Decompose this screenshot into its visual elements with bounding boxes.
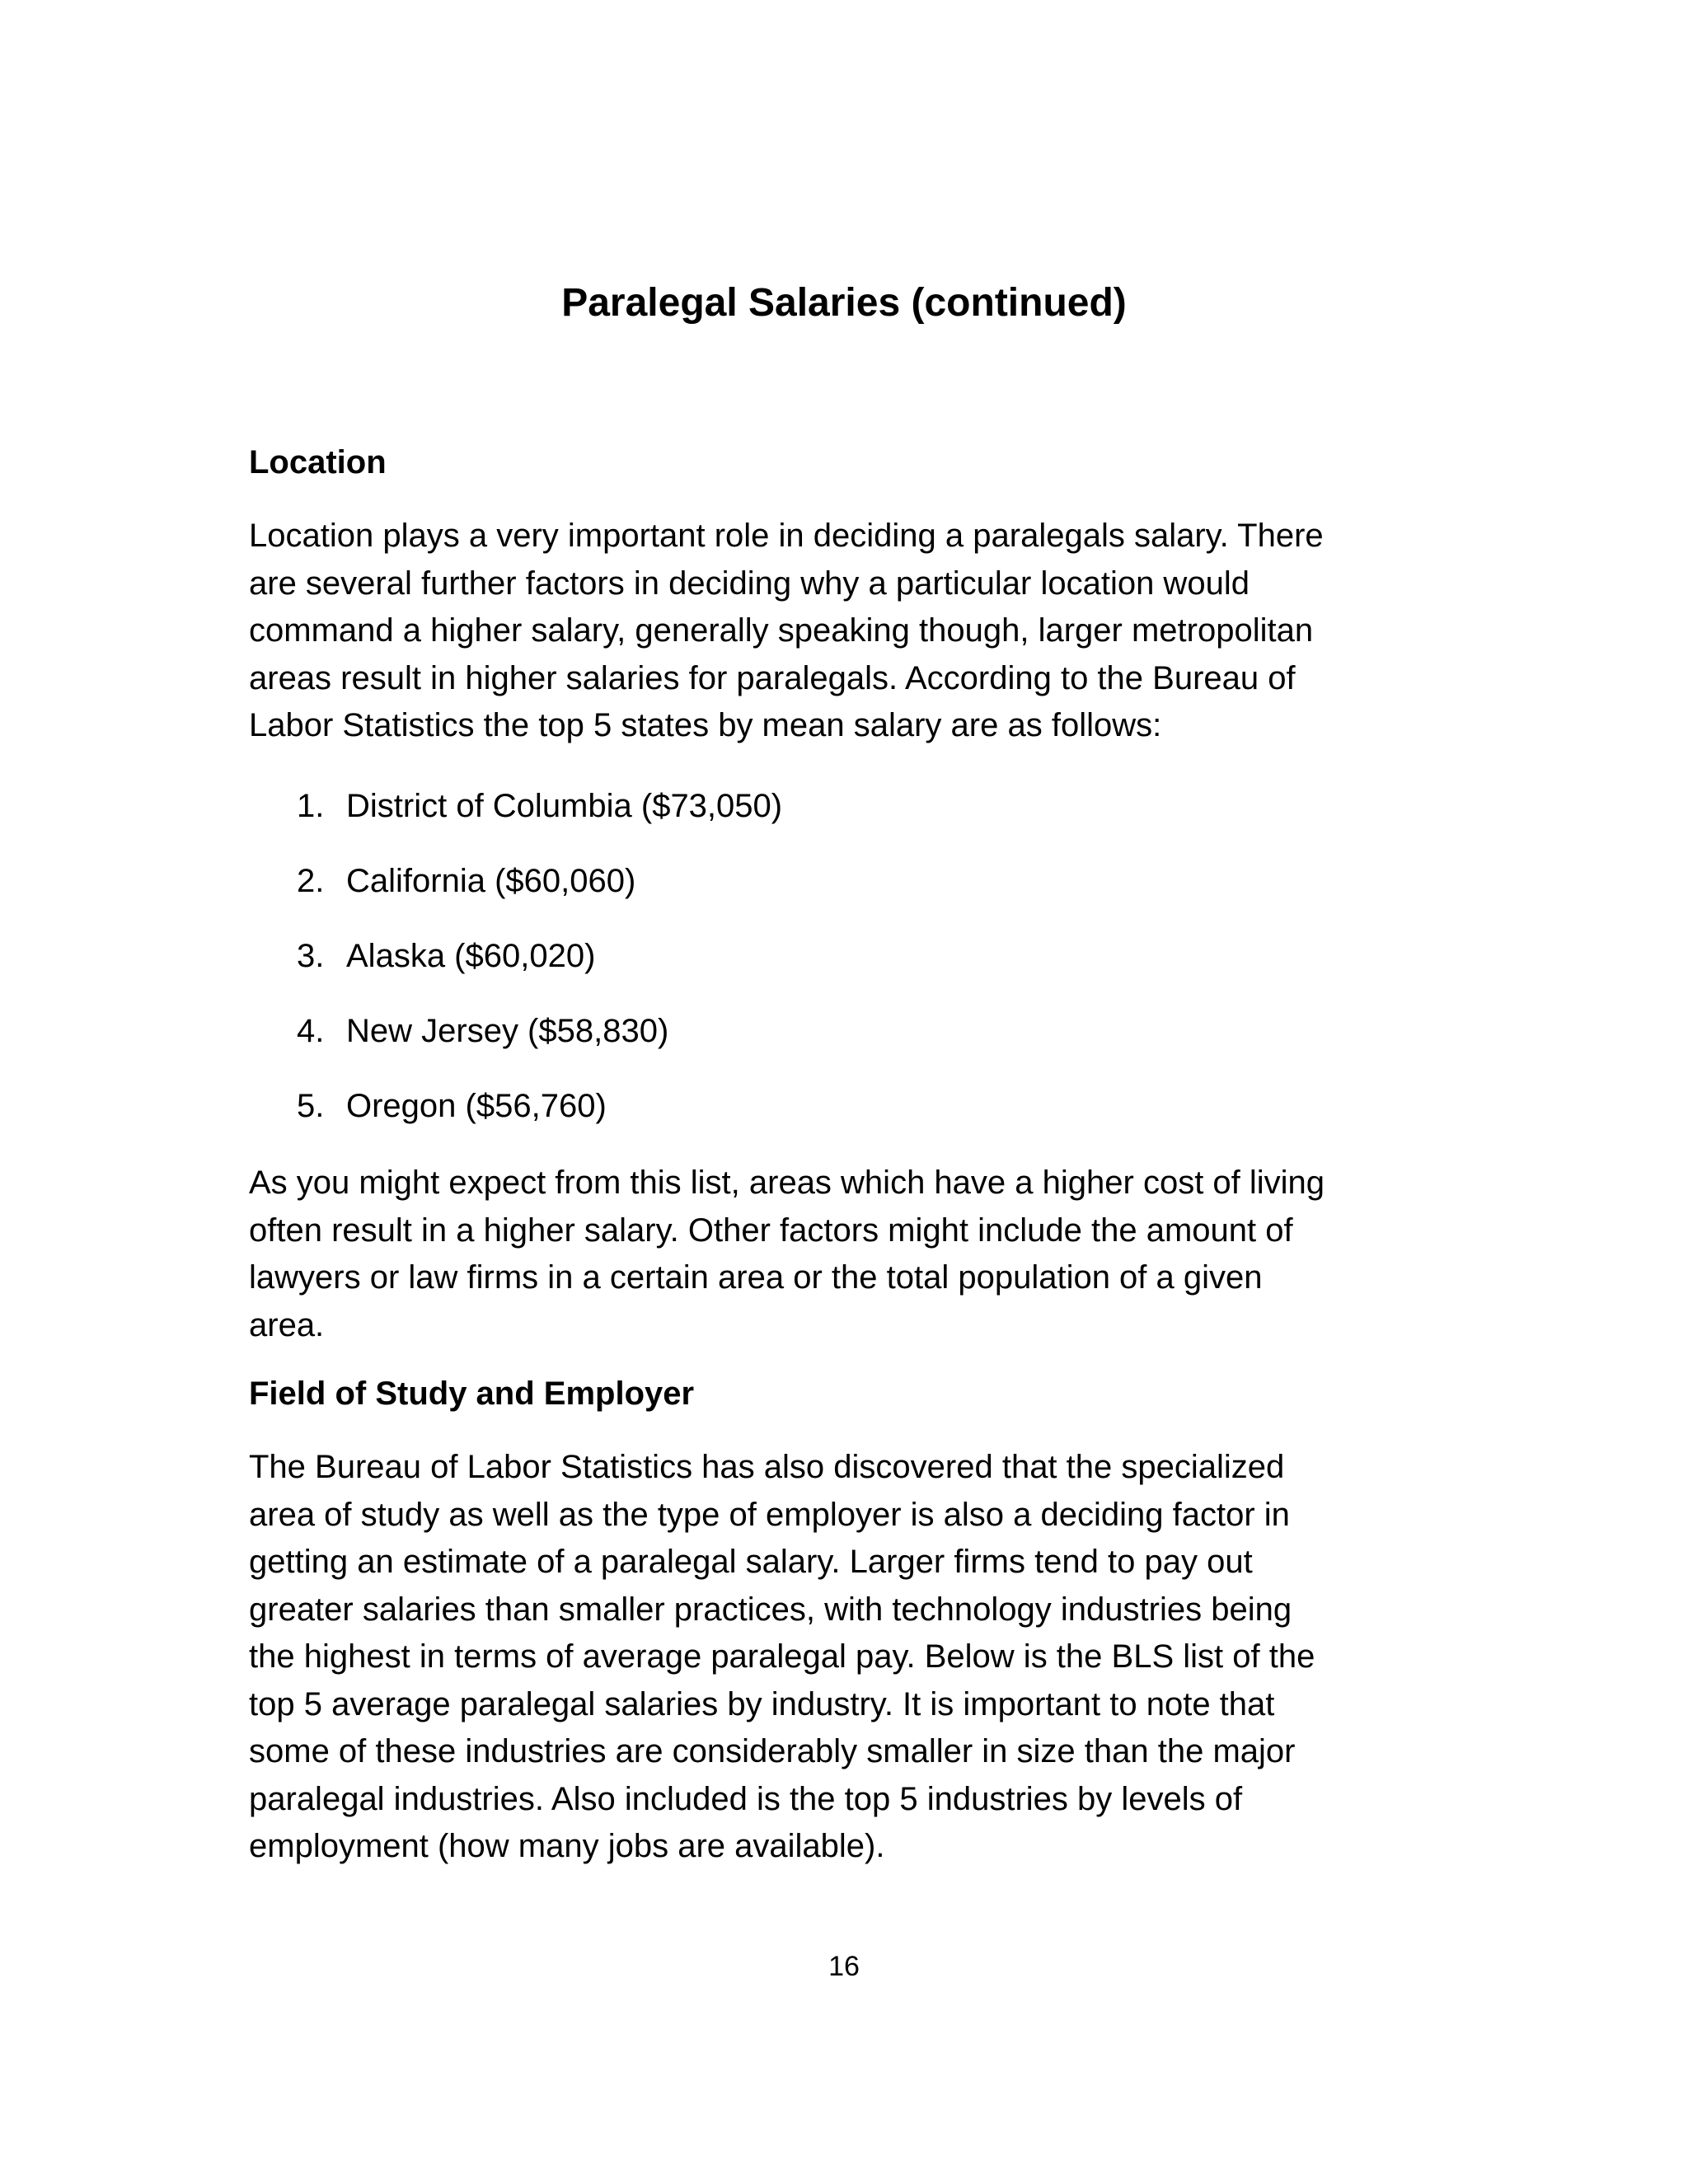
- paragraph-line: Labor Statistics the top 5 states by mean salary are as follows:: [249, 707, 1162, 743]
- paragraph-line: are several further factors in deciding why a particular location would: [249, 565, 1250, 602]
- paragraph-line: Location plays a very important role in deciding a paralegals salary. There: [249, 518, 1324, 554]
- paragraph-line: command a higher salary, generally speaking though, larger metropolitan: [249, 612, 1314, 649]
- list-item-text: New Jersey ($58,830): [346, 1013, 669, 1049]
- list-item: [297, 1008, 782, 1083]
- list-item: [297, 933, 782, 1008]
- list-number: 3.: [297, 938, 325, 974]
- field-of-study-heading: Field of Study and Employer: [249, 1376, 695, 1412]
- paragraph-line: area of study as well as the type of employer is also a deciding factor in: [249, 1496, 1290, 1533]
- paragraph-line: the highest in terms of average paralegal pay. Below is the BLS list of the: [249, 1638, 1315, 1675]
- top-states-list: [297, 783, 782, 1158]
- page-number: 16: [828, 1951, 860, 1982]
- field-of-study-paragraph: [249, 1444, 1452, 1871]
- paragraph-line: The Bureau of Labor Statistics has also discovered that the specialized: [249, 1449, 1285, 1485]
- location-paragraph: [249, 513, 1452, 750]
- paragraph-line: some of these industries are considerably smaller in size than the major: [249, 1733, 1296, 1769]
- list-item: [297, 783, 782, 858]
- paragraph-line: area.: [249, 1306, 325, 1343]
- paragraph-line: As you might expect from this list, areas which have a higher cost of living: [249, 1165, 1325, 1201]
- location-heading: Location: [249, 444, 387, 480]
- paragraph-line: often result in a higher salary. Other factors might include the amount of: [249, 1212, 1293, 1249]
- paragraph-line: employment (how many jobs are available).: [249, 1828, 885, 1864]
- list-number: 2.: [297, 863, 325, 899]
- paragraph-line: top 5 average paralegal salaries by industry. It is important to note that: [249, 1685, 1275, 1722]
- list-item-text: Alaska ($60,020): [346, 938, 596, 974]
- list-item-text: Oregon ($56,760): [346, 1088, 607, 1124]
- cost-of-living-paragraph: [249, 1160, 1452, 1349]
- paragraph-line: areas result in higher salaries for paralegals. According to the Bureau of: [249, 659, 1296, 696]
- list-item: [297, 858, 782, 933]
- list-number: 1.: [297, 788, 325, 824]
- list-number: 5.: [297, 1088, 325, 1124]
- list-item-text: District of Columbia ($73,050): [346, 788, 783, 824]
- paragraph-line: getting an estimate of a paralegal salary. Larger firms tend to pay out: [249, 1544, 1253, 1580]
- list-item-text: California ($60,060): [346, 863, 636, 899]
- page-title: Paralegal Salaries (continued): [561, 281, 1127, 325]
- list-number: 4.: [297, 1013, 325, 1049]
- paragraph-line: paralegal industries. Also included is the top 5 industries by levels of: [249, 1780, 1243, 1817]
- paragraph-line: greater salaries than smaller practices, with technology industries being: [249, 1591, 1292, 1628]
- list-item: [297, 1083, 782, 1158]
- paragraph-line: lawyers or law firms in a certain area or the total population of a given: [249, 1259, 1263, 1296]
